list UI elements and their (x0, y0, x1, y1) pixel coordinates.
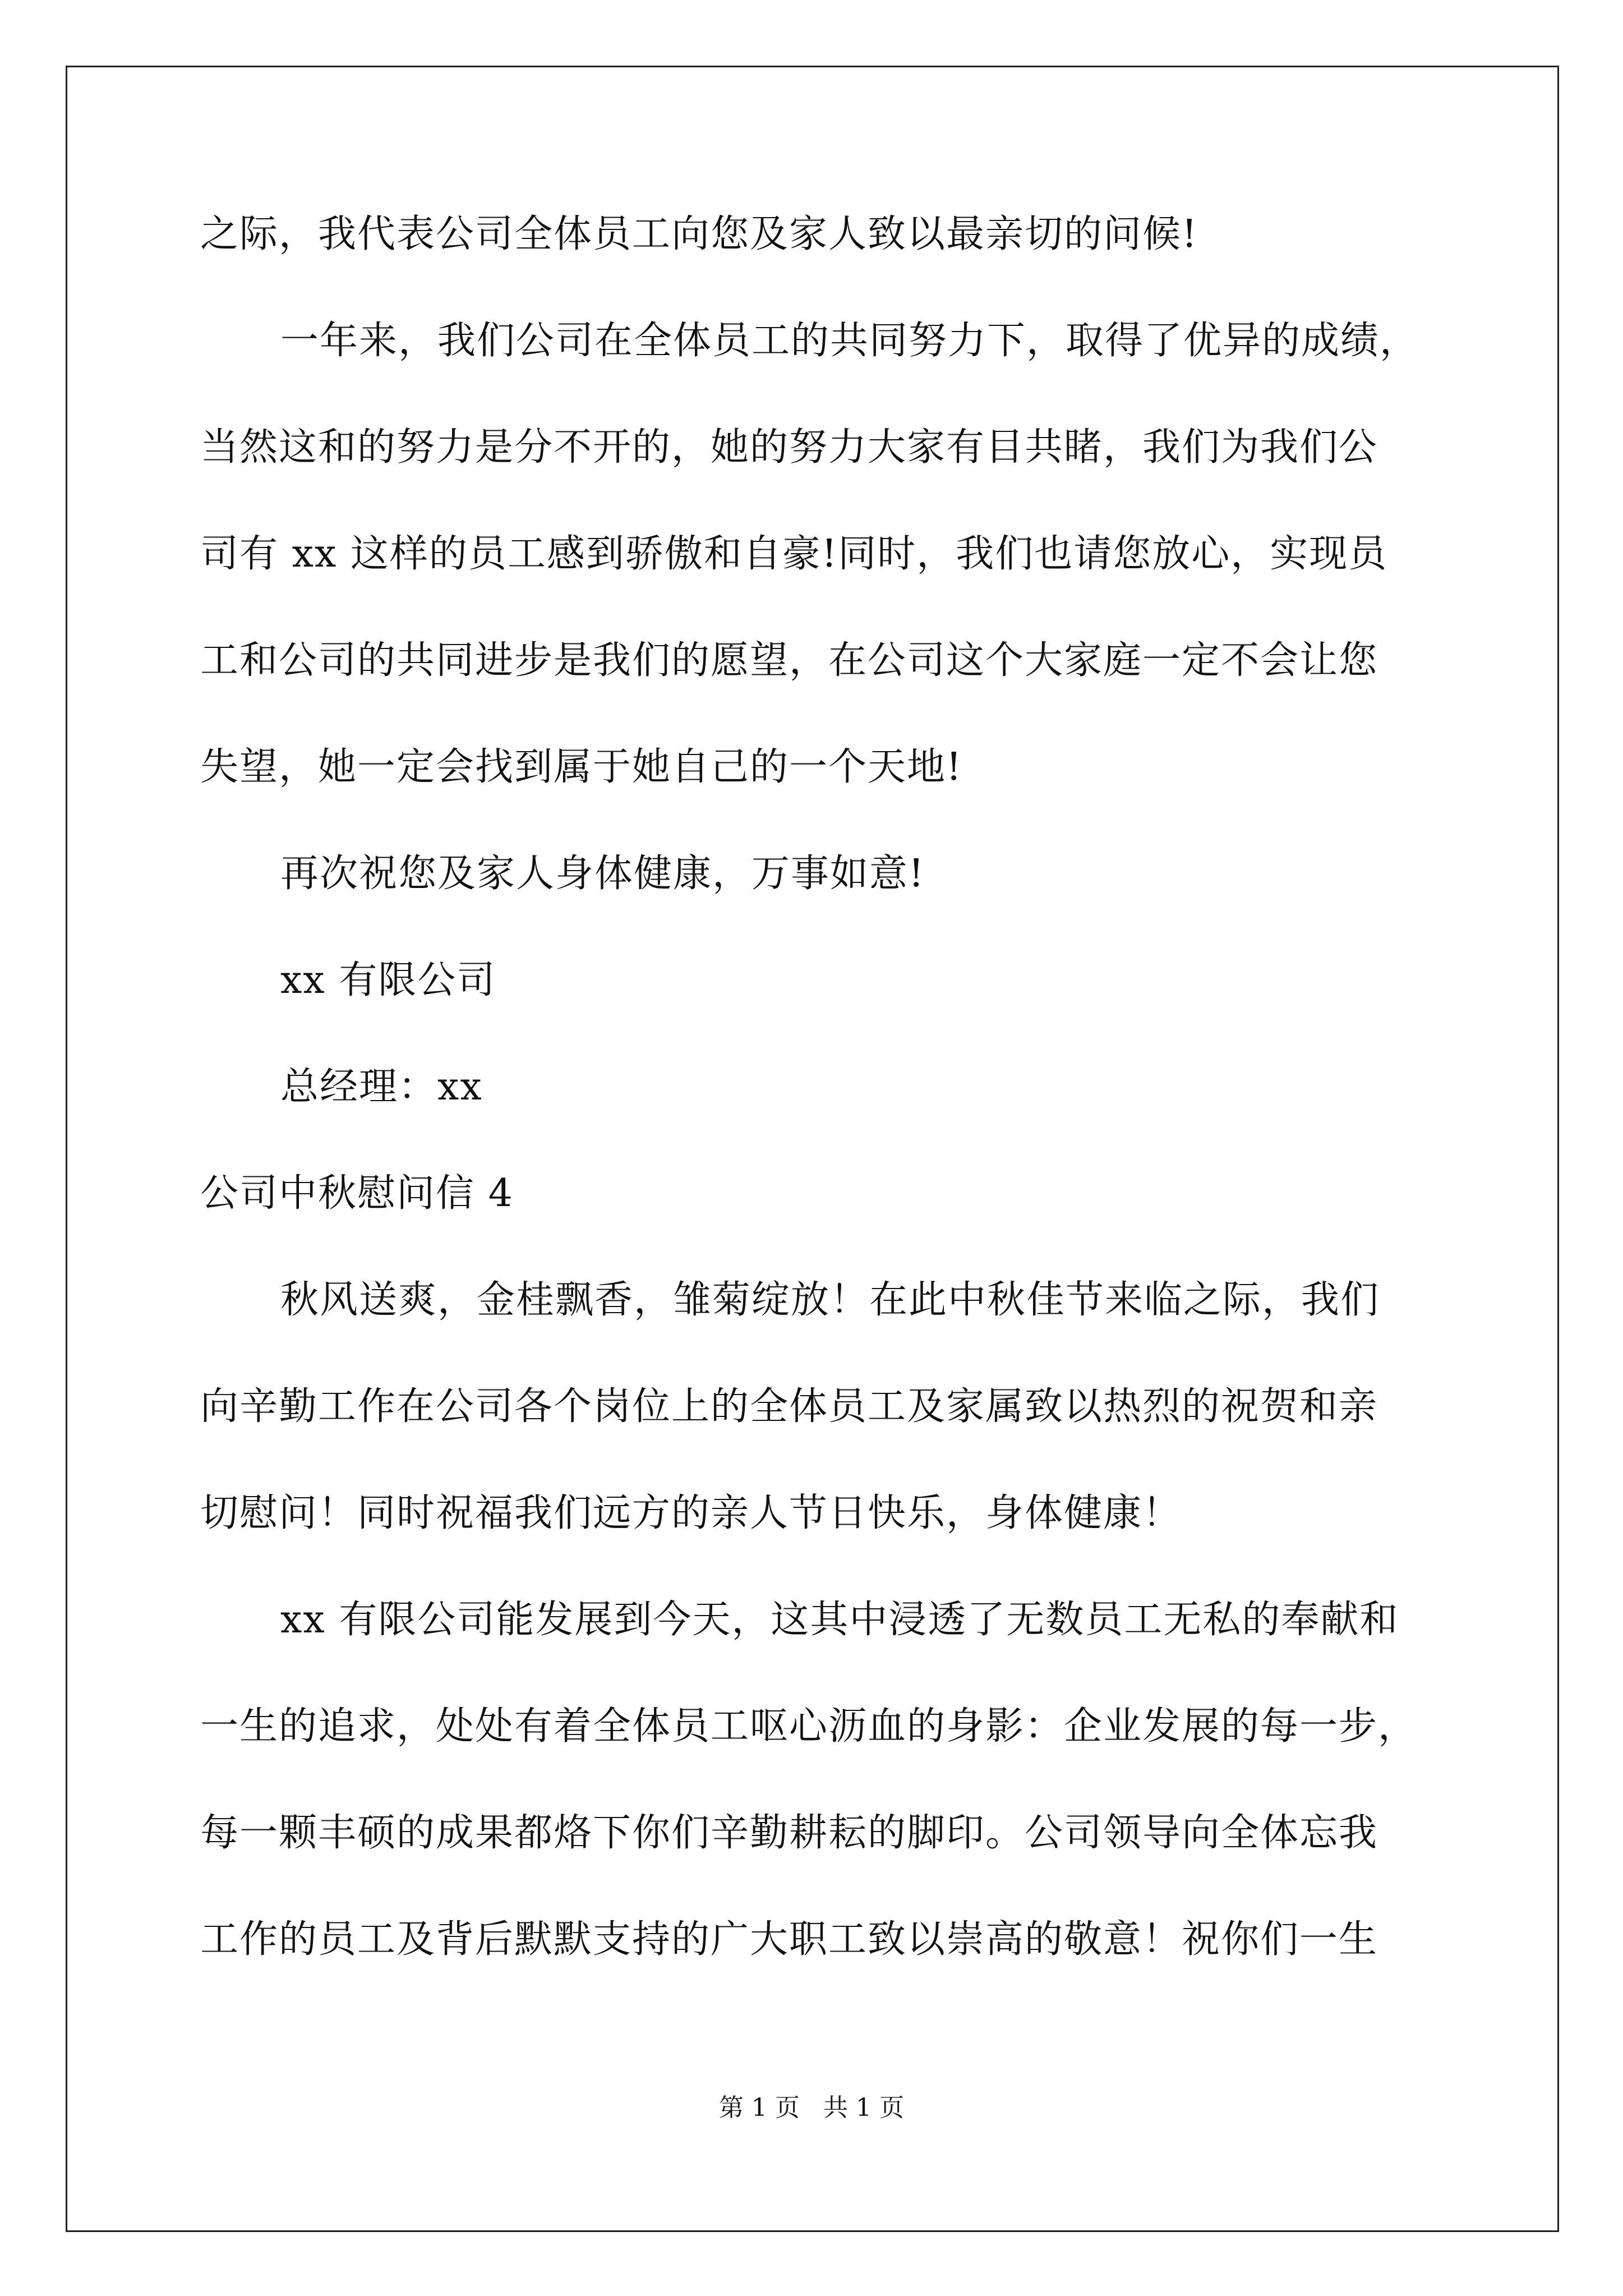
body-line: 当然这和的努力是分不开的，她的努力大家有目共睹，我们为我们公 (200, 425, 1378, 470)
body-line: 秋风送爽，金桂飘香，雏菊绽放！在此中秋佳节来临之际，我们 (280, 1278, 1380, 1322)
body-line: 工和公司的共同进步是我们的愿望，在公司这个大家庭一定不会让您 (200, 638, 1378, 683)
body-line: 工作的员工及背后默默支持的广大职工致以崇高的敬意！祝你们一生 (200, 1917, 1378, 1962)
body-line: 每一颗丰硕的成果都烙下你们辛勤耕耘的脚印。公司领导向全体忘我 (200, 1811, 1378, 1855)
signature-manager: 总经理：xx (280, 1065, 483, 1109)
body-line: 失望，她一定会找到属于她自己的一个天地! (200, 745, 963, 789)
section-heading: 公司中秋慰问信 4 (200, 1171, 514, 1216)
body-line: xx 有限公司能发展到今天，这其中浸透了无数员工无私的奉献和 (280, 1598, 1399, 1642)
closing-wish: 再次祝您及家人身体健康，万事如意! (280, 852, 925, 896)
page-number-footer: 第 1 页 共 1 页 (719, 2093, 904, 2122)
body-line: 司有 xx 这样的员工感到骄傲和自豪!同时，我们也请您放心，实现员 (200, 532, 1388, 576)
body-line: 一生的追求，处处有着全体员工呕心沥血的身影：企业发展的每一步， (200, 1704, 1418, 1749)
body-line: 向辛勤工作在公司各个岗位上的全体员工及家属致以热烈的祝贺和亲 (200, 1384, 1378, 1429)
signature-company: xx 有限公司 (280, 958, 496, 1002)
page-border (66, 66, 1559, 2232)
body-line: 之际，我代表公司全体员工向您及家人致以最亲切的问候! (200, 212, 1198, 256)
body-line: 切慰问！同时祝福我们远方的亲人节日快乐，身体健康！ (200, 1491, 1182, 1535)
body-line: 一年来，我们公司在全体员工的共同努力下，取得了优异的成绩， (280, 319, 1419, 363)
